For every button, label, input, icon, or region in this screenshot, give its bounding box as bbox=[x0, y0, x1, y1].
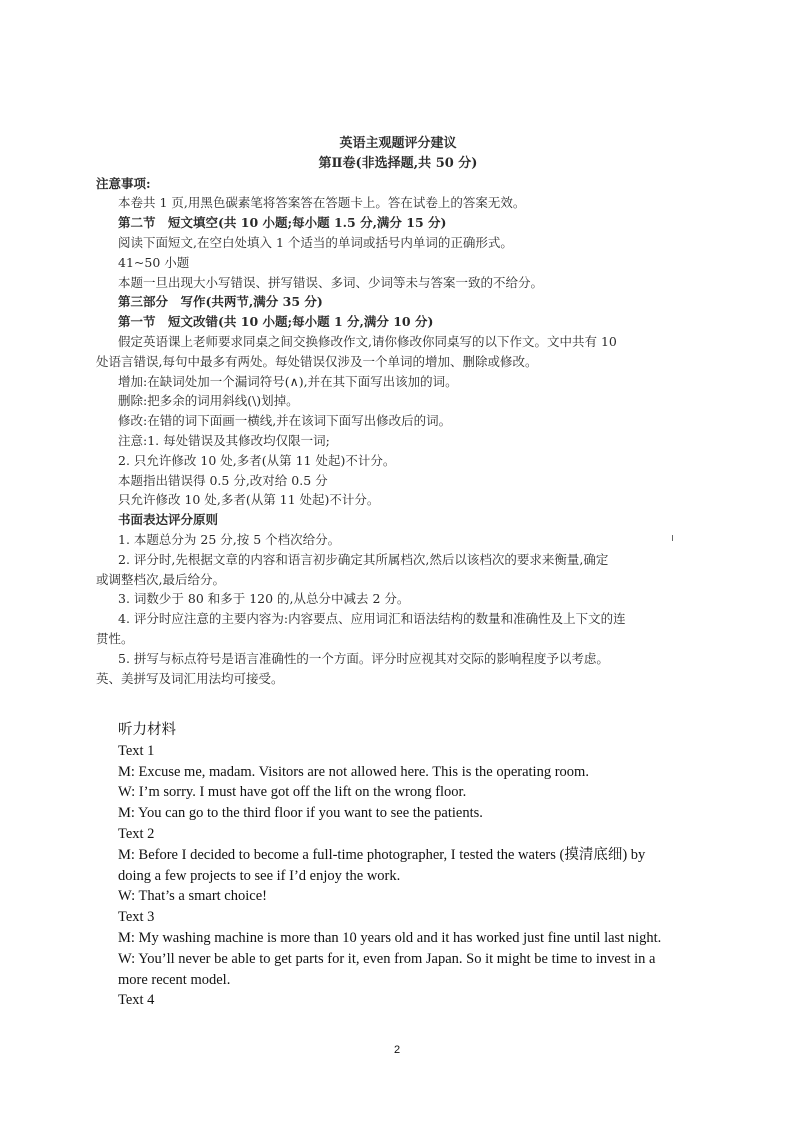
text-line: 英、美拼写及词汇用法均可接受。 bbox=[96, 670, 284, 686]
text-line: 本卷共 1 页,用黑色碳素笔将答案答在答题卡上。答在试卷上的答案无效。 bbox=[118, 195, 526, 211]
listening-heading: 听力材料 bbox=[118, 722, 176, 738]
scoring-guidelines-section bbox=[96, 134, 678, 688]
text-line: 书面表达评分原则 bbox=[118, 512, 219, 528]
text-line: 5. 拼写与标点符号是语言准确性的一个方面。评分时应视其对交际的影响程度予以考虑。 bbox=[118, 650, 609, 666]
text-label: Text 4 bbox=[118, 992, 155, 1009]
dialogue-line: W: I’m sorry. I must have got off the lift on the wrong floor. bbox=[118, 784, 467, 801]
text-line: 本题一旦出现大小写错误、拼写错误、多词、少词等未与答案一致的不给分。 bbox=[118, 274, 544, 290]
text-line: 注意:1. 每处错误及其修改均仅限一词; bbox=[118, 432, 330, 448]
listening-materials-section bbox=[118, 720, 678, 1011]
dialogue-line: W: You’ll never be able to get parts for it, even from Japan. So it might be time to invest in a more recent model. bbox=[118, 950, 656, 988]
text-line: 4. 评分时应注意的主要内容为:内容要点、应用词汇和语法结构的数量和准确性及上下文的连 bbox=[118, 611, 626, 627]
dialogue-line: M: You can go to the third floor if you want to see the patients. bbox=[118, 805, 483, 822]
text-line: 贯性。 bbox=[96, 630, 134, 646]
dialogue-line: M: Excuse me, madam. Visitors are not allowed here. This is the operating room. bbox=[118, 763, 589, 780]
text-line: 1. 本题总分为 25 分,按 5 个档次给分。 bbox=[118, 531, 341, 547]
text-line: 增加:在缺词处加一个漏词符号(∧),并在其下面写出该加的词。 bbox=[118, 373, 458, 389]
notice-heading: 注意事项: bbox=[96, 175, 151, 191]
text-line: 或调整档次,最后给分。 bbox=[96, 571, 225, 587]
dialogue-line: M: Before I decided to become a full-time photographer, I tested the waters (摸清底细) by doing a few projects to see if I’d enjoy the work. bbox=[118, 846, 646, 884]
text-line: 阅读下面短文,在空白处填入 1 个适当的单词或括号内单词的正确形式。 bbox=[118, 234, 513, 250]
section-title: 英语主观题评分建议 bbox=[339, 136, 457, 151]
text-line: 只允许修改 10 处,多者(从第 11 处起)不计分。 bbox=[118, 492, 380, 508]
text-label: Text 1 bbox=[118, 742, 155, 759]
text-line: 假定英语课上老师要求同桌之间交换修改作文,请你修改你同桌写的以下作文。文中共有 10 bbox=[118, 333, 617, 349]
text-line: 第三部分 写作(共两节,满分 35 分) bbox=[118, 294, 323, 310]
text-line: 41~50 小题 bbox=[118, 254, 190, 270]
text-line: 2. 评分时,先根据文章的内容和语言初步确定其所属档次,然后以该档次的要求来衡量,确定 bbox=[118, 551, 609, 567]
section-subtitle: 第Ⅱ卷(非选择题,共 50 分) bbox=[318, 155, 478, 171]
page-number: 2 bbox=[393, 1044, 401, 1056]
text-label: Text 2 bbox=[118, 825, 155, 842]
dialogue-line: W: That’s a smart choice! bbox=[118, 888, 267, 905]
text-line: 处语言错误,每句中最多有两处。每处错误仅涉及一个单词的增加、删除或修改。 bbox=[96, 353, 538, 369]
text-line: 第二节 短文填空(共 10 小题;每小题 1.5 分,满分 15 分) bbox=[118, 215, 447, 231]
text-line: 2. 只允许修改 10 处,多者(从第 11 处起)不计分。 bbox=[118, 452, 396, 468]
scan-speck bbox=[672, 535, 673, 541]
text-line: 第一节 短文改错(共 10 小题;每小题 1 分,满分 10 分) bbox=[118, 314, 434, 330]
text-line: 3. 词数少于 80 和多于 120 的,从总分中减去 2 分。 bbox=[118, 591, 410, 607]
text-line: 删除:把多余的词用斜线(\)划掉。 bbox=[118, 393, 299, 409]
text-label: Text 3 bbox=[118, 909, 155, 926]
text-line: 本题指出错误得 0.5 分,改对给 0.5 分 bbox=[118, 472, 328, 488]
text-line: 修改:在错的词下面画一横线,并在该词下面写出修改后的词。 bbox=[118, 413, 452, 429]
dialogue-line: M: My washing machine is more than 10 years old and it has worked just fine until last night. bbox=[118, 929, 662, 946]
